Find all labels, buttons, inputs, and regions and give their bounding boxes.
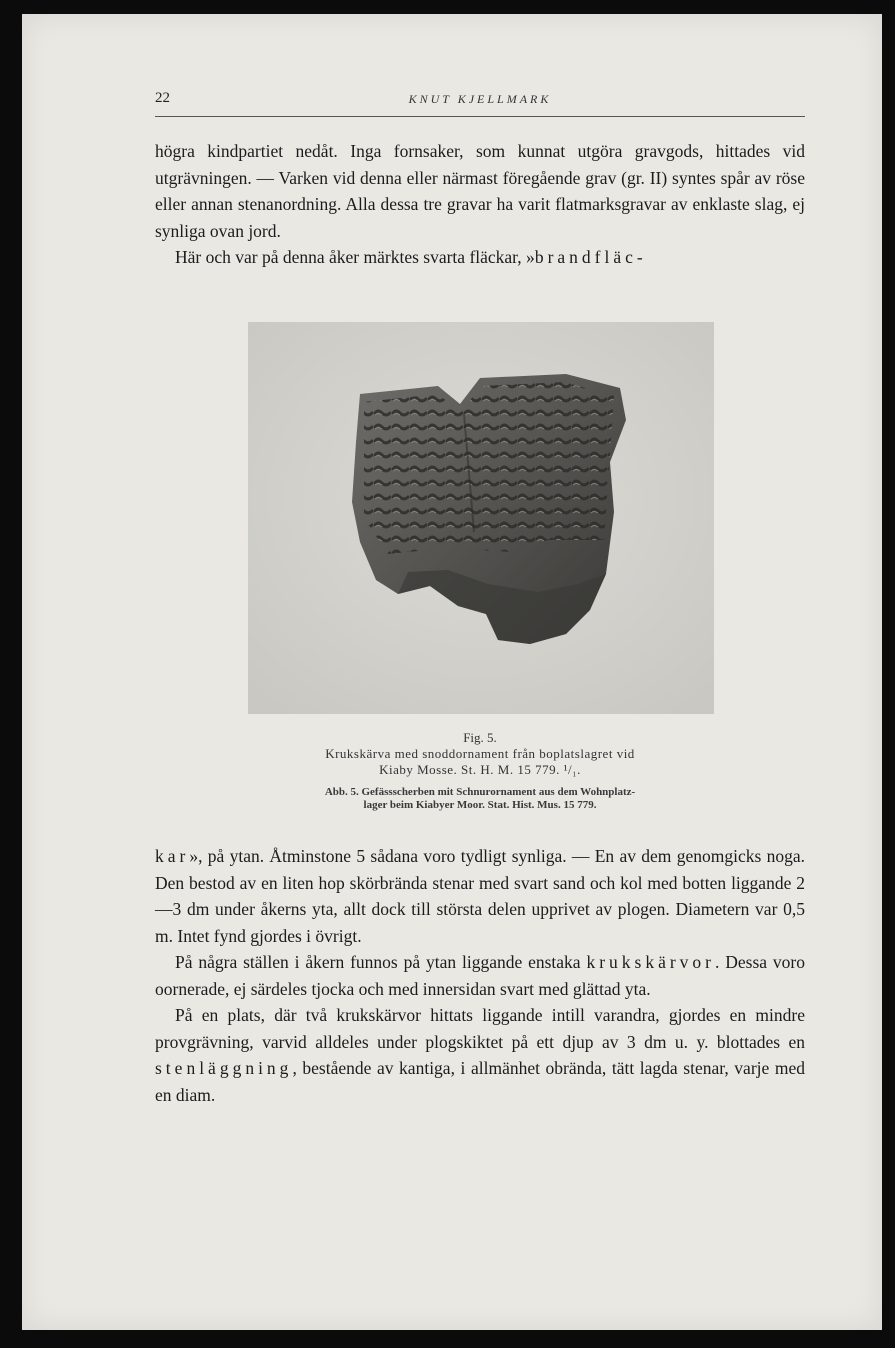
caption-line: Krukskärva med snoddornament från boplatslagret vid	[325, 746, 635, 761]
page-number: 22	[155, 90, 170, 106]
page-header	[155, 90, 805, 117]
figure-label: Fig. 5.	[463, 730, 497, 745]
figure-caption-swedish	[190, 746, 770, 778]
spaced-term: brandfläc-	[534, 247, 647, 267]
text-run: », på ytan. Åtminstone 5 sådana voro tydligt synliga. — En av dem genomgicks noga. Den bestod av en liten hop skörbrända stenar med svart sand och kol med botten liggande 2—3 dm under åkerns yta, allt dock till största delen upprivet av plogen. Diametern var 0,5 m. Intet fynd gjordes i övrigt.	[155, 846, 805, 946]
caption-line: Abb. 5. Gefässscherben mit Schnurornament aus dem Wohnplatz-	[324, 786, 636, 798]
paragraph	[155, 949, 805, 1002]
paragraph: högra kindpartiet nedåt. Inga fornsaker, som kunnat utgöra gravgods, hittades vid utgrävningen. — Varken vid denna eller närmast föregående grav (gr. II) syntes spår av röse eller annan stenanordning. Alla dessa tre gravar ha varit flatmarksgravar av enklaste slag, ej synliga ovan jord.	[155, 141, 805, 241]
caption-line: Kiaby Mosse. St. H. M. 15 779. ¹/₁.	[379, 762, 581, 777]
spaced-term: kar	[155, 846, 190, 866]
caption-line: lager beim Kiabyer Moor. Stat. Hist. Mus. 15 779.	[363, 799, 597, 811]
text-block-top	[155, 138, 805, 271]
figure-caption-german	[190, 786, 770, 812]
paragraph	[155, 244, 805, 271]
text-run: På en plats, där två krukskärvor hittats liggande intill varandra, gjordes en mindre provgrävning, varvid alldeles under plogskiktet på ett djup av 3 dm u. y. blottades en	[155, 1005, 805, 1052]
paragraph	[155, 843, 805, 949]
text-run: Här och var på denna åker märktes svarta fläckar, »	[175, 247, 535, 267]
figure-photo	[248, 322, 714, 714]
paragraph	[155, 1002, 805, 1108]
running-head: KNUT KJELLMARK	[408, 92, 552, 106]
text-block-bottom	[155, 843, 805, 1108]
spaced-term: stenläggning	[155, 1058, 293, 1078]
text-run: . Dessa voro oornerade, ej särdeles tjocka och med innersidan svart med glättad yta.	[155, 952, 805, 999]
text-run: , bestående av kantiga, i allmänhet obrända, tätt lagda stenar, varje med en diam.	[155, 1058, 805, 1105]
text-run: På några ställen i åkern funnos på ytan liggande enstaka	[175, 952, 587, 972]
pottery-sherd-photo	[248, 322, 714, 714]
spaced-term: krukskärvor	[586, 952, 716, 972]
